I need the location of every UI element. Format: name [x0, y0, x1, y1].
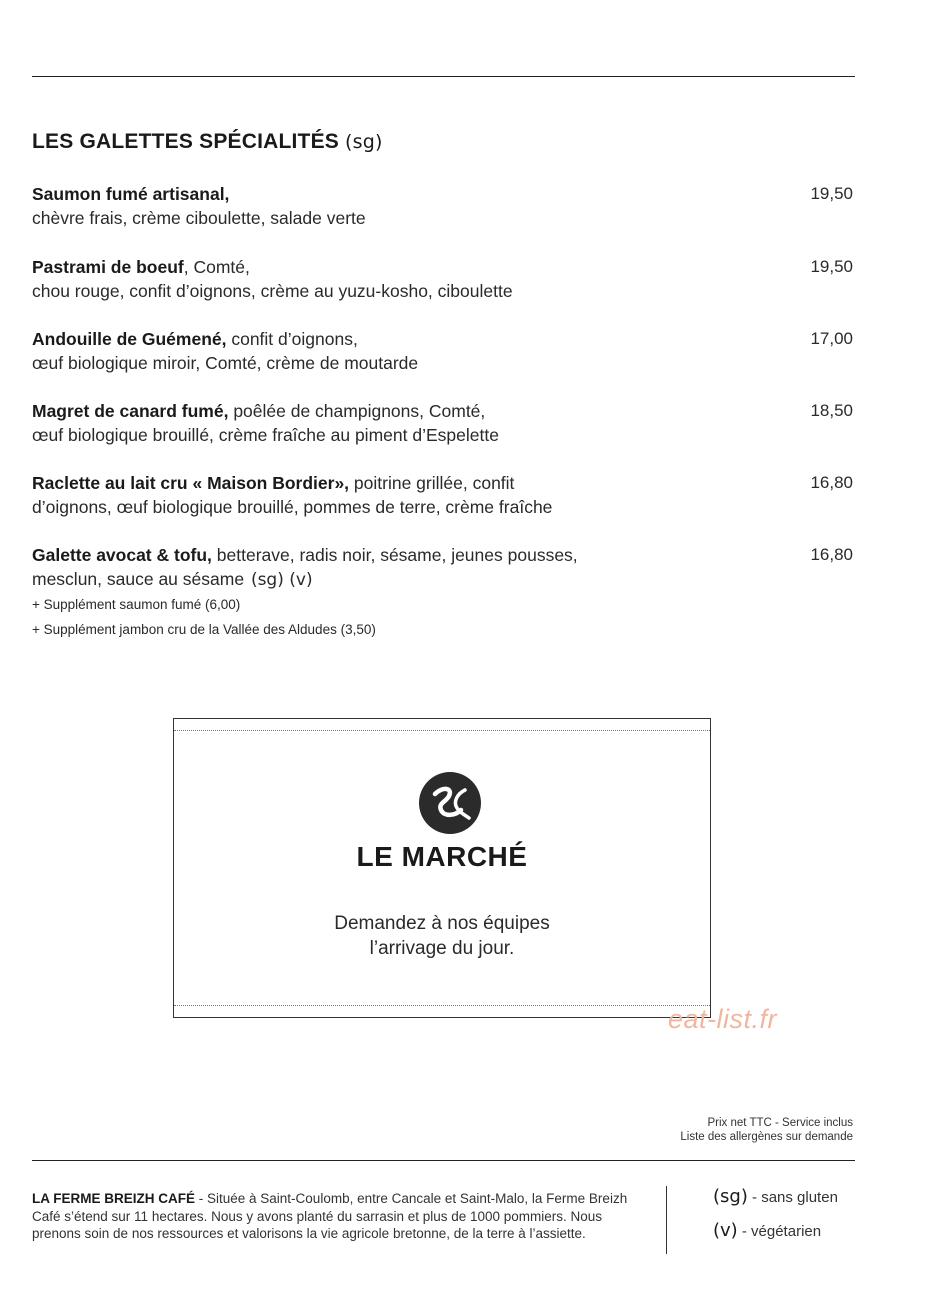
- marche-text: [174, 911, 710, 961]
- menu-item: [32, 543, 855, 642]
- item-diet-tags: (sg) (v): [250, 570, 313, 590]
- dotted-line: [174, 730, 710, 731]
- legend-v-label: - végétarien: [737, 1223, 822, 1240]
- item-desc-line2: d’oignons, œuf biologique brouillé, pommes de terre, crème fraîche: [32, 497, 553, 517]
- section-title: [32, 130, 383, 154]
- item-desc-line1: poêlée de champignons, Comté,: [228, 401, 486, 421]
- item-price: 19,50: [810, 184, 853, 203]
- dotted-line: [174, 1005, 710, 1006]
- item-name: Saumon fumé artisanal,: [32, 184, 230, 204]
- price-footnote: [680, 1116, 853, 1144]
- footnote-line2: Liste des allergènes sur demande: [680, 1131, 853, 1143]
- item-name: Pastrami de boeuf: [32, 257, 184, 277]
- watermark: eat-list.fr: [668, 1004, 778, 1034]
- footnote-line1: Prix net TTC - Service inclus: [707, 1117, 853, 1129]
- supplement-line: + Supplément jambon cru de la Vallée des Aldudes (3,50): [32, 622, 376, 637]
- item-price: 18,50: [810, 401, 853, 420]
- marche-box: [173, 718, 711, 1018]
- item-desc-line2: œuf biologique brouillé, crème fraîche au piment d’Espelette: [32, 425, 499, 445]
- item-desc-line2: chou rouge, confit d’oignons, crème au yuzu-kosho, ciboulette: [32, 281, 513, 301]
- marche-title: LE MARCHÉ: [356, 841, 528, 872]
- legend-vegetarien: [713, 1220, 821, 1241]
- marche-line2: l’arrivage du jour.: [369, 938, 515, 959]
- top-divider: [32, 76, 855, 77]
- legend-sg-label: - sans gluten: [747, 1189, 838, 1206]
- item-desc-line2: œuf biologique miroir, Comté, crème de moutarde: [32, 353, 419, 373]
- item-desc-line1: poitrine grillée, confit: [349, 473, 515, 493]
- vertical-divider: [666, 1186, 667, 1254]
- section-tag: (sg): [345, 131, 383, 153]
- item-price: 16,80: [810, 473, 853, 492]
- menu-item: [32, 327, 855, 375]
- item-price: 19,50: [810, 257, 853, 276]
- about-ferme: [32, 1190, 644, 1243]
- item-name: Magret de canard fumé,: [32, 401, 229, 421]
- item-name: Andouille de Guémené,: [32, 329, 227, 349]
- legend-v-symbol: (v): [713, 1220, 738, 1241]
- menu-item: [32, 255, 855, 303]
- item-desc-line2: chèvre frais, crème ciboulette, salade verte: [32, 208, 366, 228]
- menu-item: [32, 399, 855, 447]
- bottom-divider: [32, 1160, 855, 1161]
- item-price: 16,80: [810, 545, 853, 564]
- marche-logo-icon: [419, 772, 481, 834]
- supplement-line: + Supplément saumon fumé (6,00): [32, 597, 241, 612]
- item-name: Raclette au lait cru « Maison Bordier»,: [32, 473, 350, 493]
- menu-item: [32, 471, 855, 519]
- legend-sans-gluten: [713, 1186, 838, 1207]
- marche-line1: Demandez à nos équipes: [334, 913, 550, 934]
- item-desc-line2: mesclun, sauce au sésame: [32, 569, 245, 589]
- menu-item: [32, 182, 855, 230]
- about-text: - Située à Saint-Coulomb, entre Cancale et Saint-Malo, la Ferme Breizh Café s’étend sur 11 hectares. Nous y avons planté du sarrasin et plus de 1000 pommiers. Nous prenons soin de nos ressources et valorisons la vie agricole bretonne, de la terre à l’assiette.: [32, 1191, 628, 1241]
- item-name: Galette avocat & tofu,: [32, 545, 212, 565]
- item-desc-line1: confit d’oignons,: [226, 329, 358, 349]
- item-price: 17,00: [810, 329, 853, 348]
- about-brand: LA FERME BREIZH CAFÉ: [32, 1191, 195, 1206]
- item-desc-line1: betterave, radis noir, sésame, jeunes pousses,: [211, 545, 578, 565]
- section-title-text: LES GALETTES SPÉCIALITÉS: [32, 130, 340, 153]
- legend-sg-symbol: (sg): [713, 1186, 748, 1207]
- item-desc-line1: , Comté,: [183, 257, 250, 277]
